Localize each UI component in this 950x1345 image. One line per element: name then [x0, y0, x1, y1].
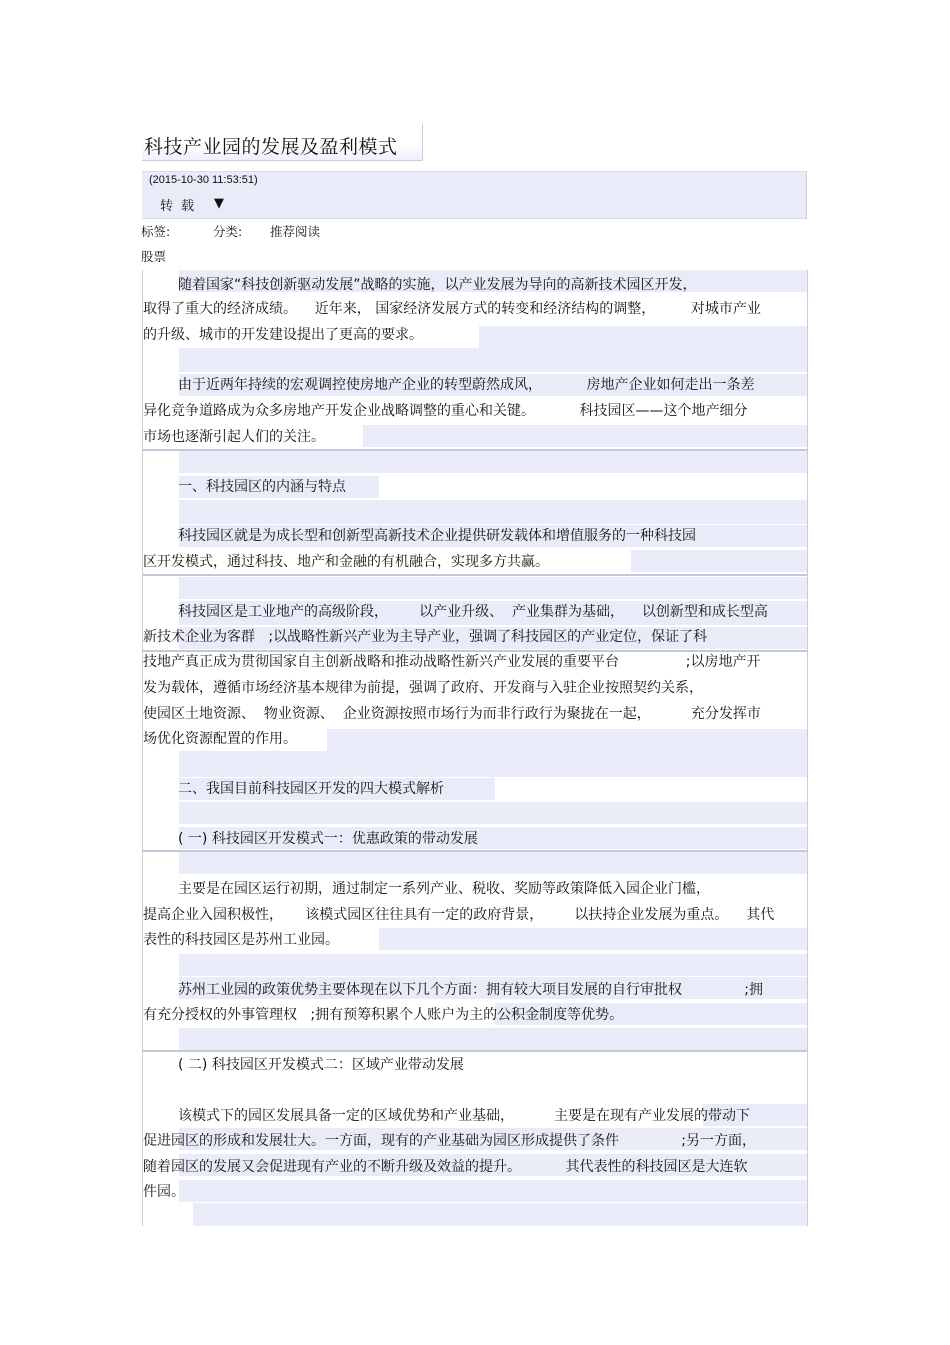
post-title: 科技产业园的发展及盈利模式 [144, 136, 398, 158]
paragraph-line: 科技园区是工业地产的高级阶段， 以产业升级、 产业集群为基础， 以创新型和成长型高 [178, 604, 768, 620]
paragraph-line: 促进园区的形成和发展壮大。一方面，现有的产业基础为园区形成提供了条件 ;另一方面， [143, 1133, 757, 1149]
category-link[interactable]: 推荐阅读 [270, 224, 321, 239]
paragraph-line: 有充分授权的外事管理权 ;拥有预筹积累个人账户为主的公积金制度等优势。 [143, 1007, 624, 1023]
paragraph-line: 区开发模式，通过科技、地产和金融的有机融合，实现多方共赢。 [143, 554, 549, 570]
post-date: (2015-10-30 11:53:51) [149, 174, 258, 186]
paragraph-line: 件园。 [143, 1184, 185, 1200]
paragraph-line: 随着国家“科技创新驱动发展”战略的实施，以产业发展为导向的高新技术园区开发， [178, 277, 697, 293]
separator [142, 850, 807, 852]
paragraph-line: 主要是在园区运行初期，通过制定一系列产业、税收、奖励等政策降低入园企业门槛， [178, 881, 710, 897]
paragraph-line: 的升级、城市的开发建设提出了更高的要求。 [143, 327, 423, 343]
paragraph-line: 该模式下的园区发展具备一定的区域优势和产业基础， 主要是在现有产业发展的带动下 [178, 1108, 751, 1124]
paragraph-line: 提高企业入园积极性， 该模式园区往往具有一定的政府背景， 以扶持企业发展为重点。 其代 [143, 907, 775, 923]
separator [142, 574, 807, 576]
paragraph-line: 由于近两年持续的宏观调控使房地产企业的转型蔚然成风， 房地产企业如何走出一条差 [178, 377, 755, 393]
dropdown-arrow-icon[interactable]: ▼ [214, 196, 224, 211]
subsection-heading: ( 一) 科技园区开发模式一：优惠政策的带动发展 [178, 831, 478, 847]
separator [142, 449, 807, 451]
paragraph-line: 苏州工业园的政策优势主要体现在以下几个方面：拥有较大项目发展的自行审批权 ;拥 [178, 982, 764, 998]
paragraph-line: 随着园区的发展又会促进现有产业的不断升级及效益的提升。 其代表性的科技园区是大连软 [143, 1159, 748, 1175]
paragraph-line: 市场也逐渐引起人们的关注。 [143, 429, 325, 445]
tag-link[interactable]: 股票 [141, 249, 167, 264]
separator [142, 650, 807, 652]
paragraph-line: 发为载体，遵循市场经济基本规律为前提，强调了政府、开发商与入驻企业按照契约关系， [143, 680, 703, 696]
paragraph-line: 科技园区就是为成长型和创新型高新技术企业提供研发载体和增值服务的一种科技园 [178, 528, 696, 544]
tags-label: 标签: [141, 224, 171, 239]
paragraph-line: 技地产真正成为贯彻国家自主创新战略和推动战略性新兴产业发展的重要平台 ;以房地产开 [143, 654, 761, 670]
separator [142, 1050, 807, 1052]
section-heading: 一、科技园区的内涵与特点 [178, 479, 346, 495]
paragraph-line: 新技术企业为客群 ;以战略性新兴产业为主导产业，强调了科技园区的产业定位，保证了科 [143, 629, 708, 645]
paragraph-line: 使园区土地资源、 物业资源、 企业资源按照市场行为而非行政行为聚拢在一起， 充分发挥市 [143, 706, 761, 722]
section-heading: 二、我国目前科技园区开发的四大模式解析 [178, 781, 444, 797]
repost-button[interactable]: 转载 [160, 199, 203, 214]
paragraph-line: 异化竞争道路成为众多房地产开发企业战略调整的重心和关键。 科技园区——这个地产细分 [143, 403, 748, 419]
paragraph-line: 取得了重大的经济成绩。 近年来， 国家经济发展方式的转变和经济结构的调整， 对城市产业 [143, 301, 761, 317]
paragraph-line: 表性的科技园区是苏州工业园。 [143, 932, 339, 948]
paragraph-line: 场优化资源配置的作用。 [143, 731, 297, 747]
subsection-heading: ( 二) 科技园区开发模式二：区域产业带动发展 [178, 1057, 464, 1073]
category-label: 分类: [213, 224, 243, 239]
